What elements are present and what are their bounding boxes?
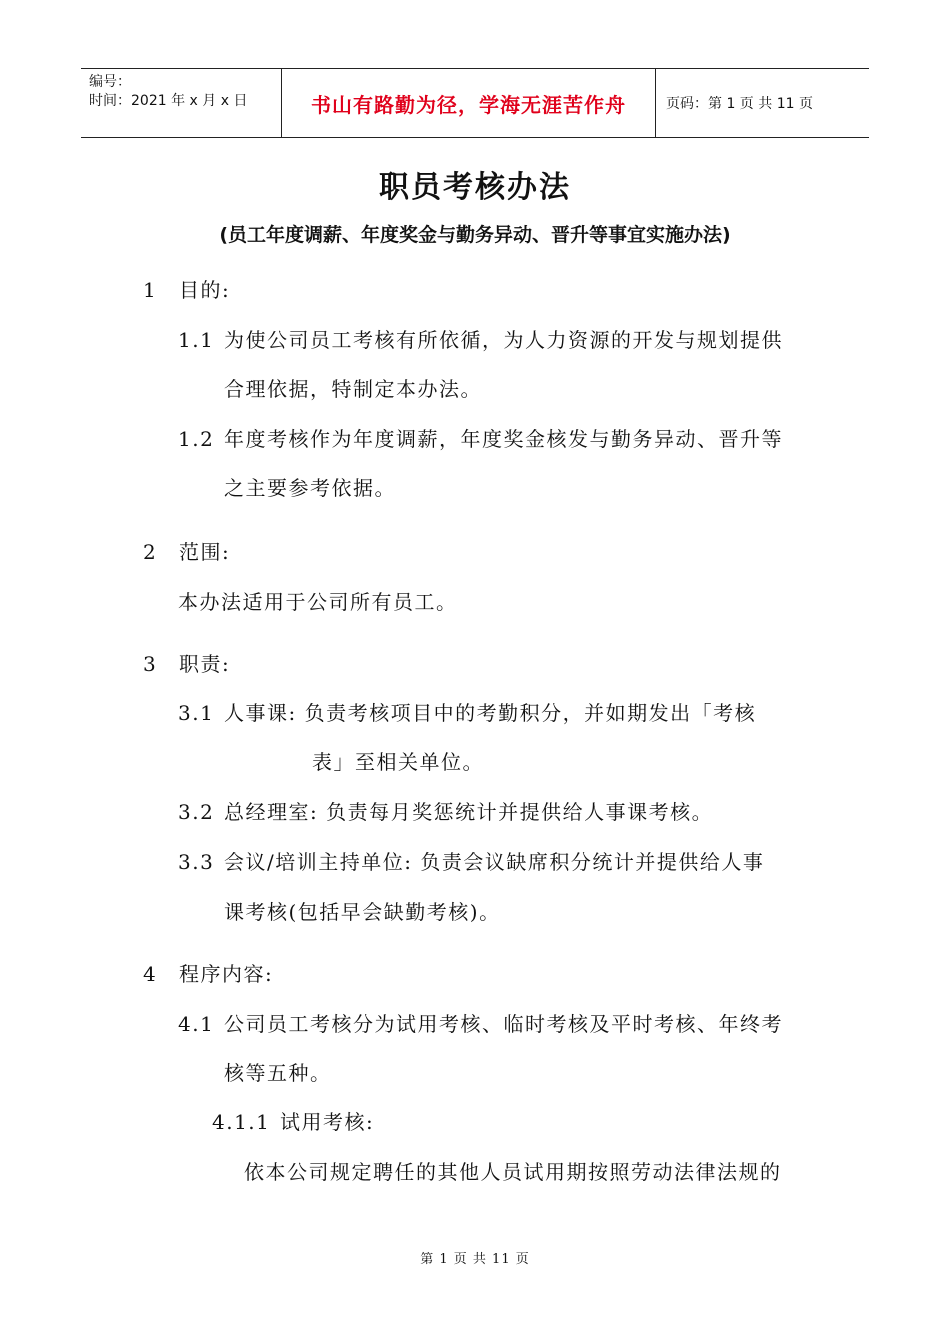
section-title: 范围: bbox=[179, 540, 231, 564]
clause-text: 公司员工考核分为试用考核、临时考核及平时考核、年终考 bbox=[224, 1012, 783, 1036]
clause-text: 为使公司员工考核有所依循，为人力资源的开发与规划提供 bbox=[224, 328, 783, 352]
clause-number: 3.1 bbox=[178, 701, 215, 725]
clause-3-1 bbox=[178, 697, 756, 726]
clause-text: 年度考核作为年度调薪，年度奖金核发与勤务异动、晋升等 bbox=[224, 427, 783, 451]
document-time: 时间：2021 年 x 月 x 日 bbox=[89, 93, 248, 109]
section-title: 目的: bbox=[179, 278, 231, 302]
document-number: 编号： bbox=[89, 74, 131, 90]
clause-number: 4.1 bbox=[178, 1012, 215, 1036]
clause-title: 试用考核: bbox=[280, 1110, 375, 1134]
page-footer: 第 1 页 共 11 页 bbox=[420, 1252, 530, 1267]
clause-number: 1.2 bbox=[178, 427, 215, 451]
clause-text: 总经理室: 负责每月奖惩统计并提供给人事课考核。 bbox=[224, 800, 714, 824]
section-number: 2 bbox=[143, 540, 158, 564]
section-title: 程序内容: bbox=[179, 962, 274, 986]
clause-4-1 bbox=[178, 1008, 783, 1037]
clause-4-1-1-text: 依本公司规定聘任的其他人员试用期按照劳动法律法规的 bbox=[244, 1160, 782, 1184]
header-motto: 书山有路勤为径，学海无涯苦作舟 bbox=[281, 69, 656, 137]
document-subtitle: (员工年度调薪、年度奖金与勤务异动、晋升等事宜实施办法) bbox=[219, 224, 731, 246]
clause-1-1 bbox=[178, 324, 783, 353]
header-left-cell bbox=[81, 69, 281, 137]
clause-1-2 bbox=[178, 423, 783, 452]
section-1-heading bbox=[143, 274, 230, 303]
clause-1-2-cont: 之主要参考依据。 bbox=[224, 476, 396, 500]
clause-number: 1.1 bbox=[178, 328, 215, 352]
clause-1-1-cont: 合理依据，特制定本办法。 bbox=[224, 377, 482, 401]
section-title: 职责: bbox=[179, 652, 231, 676]
clause-number: 3.3 bbox=[178, 850, 215, 874]
clause-3-3-cont: 课考核(包括早会缺勤考核)。 bbox=[224, 900, 501, 924]
clause-number: 4.1.1 bbox=[212, 1110, 271, 1134]
clause-3-2 bbox=[178, 796, 713, 825]
clause-4-1-cont: 核等五种。 bbox=[224, 1061, 332, 1085]
section-4-heading bbox=[143, 958, 273, 987]
clause-4-1-1 bbox=[212, 1106, 374, 1135]
clause-3-1-cont: 表」至相关单位。 bbox=[312, 750, 484, 774]
header-table bbox=[81, 68, 869, 138]
section-number: 4 bbox=[143, 962, 158, 986]
clause-text: 人事课: 负责考核项目中的考勤积分，并如期发出「考核 bbox=[224, 701, 757, 725]
header-page-number: 页码：第 1 页 共 11 页 bbox=[666, 96, 813, 112]
section-2-text: 本办法适用于公司所有员工。 bbox=[178, 590, 458, 614]
section-number: 3 bbox=[143, 652, 158, 676]
section-3-heading bbox=[143, 648, 230, 677]
clause-number: 3.2 bbox=[178, 800, 215, 824]
clause-3-3 bbox=[178, 846, 764, 875]
document-title: 职员考核办法 bbox=[379, 170, 571, 205]
section-2-heading bbox=[143, 536, 230, 565]
section-number: 1 bbox=[143, 278, 158, 302]
clause-text: 会议/培训主持单位: 负责会议缺席积分统计并提供给人事 bbox=[224, 850, 765, 874]
